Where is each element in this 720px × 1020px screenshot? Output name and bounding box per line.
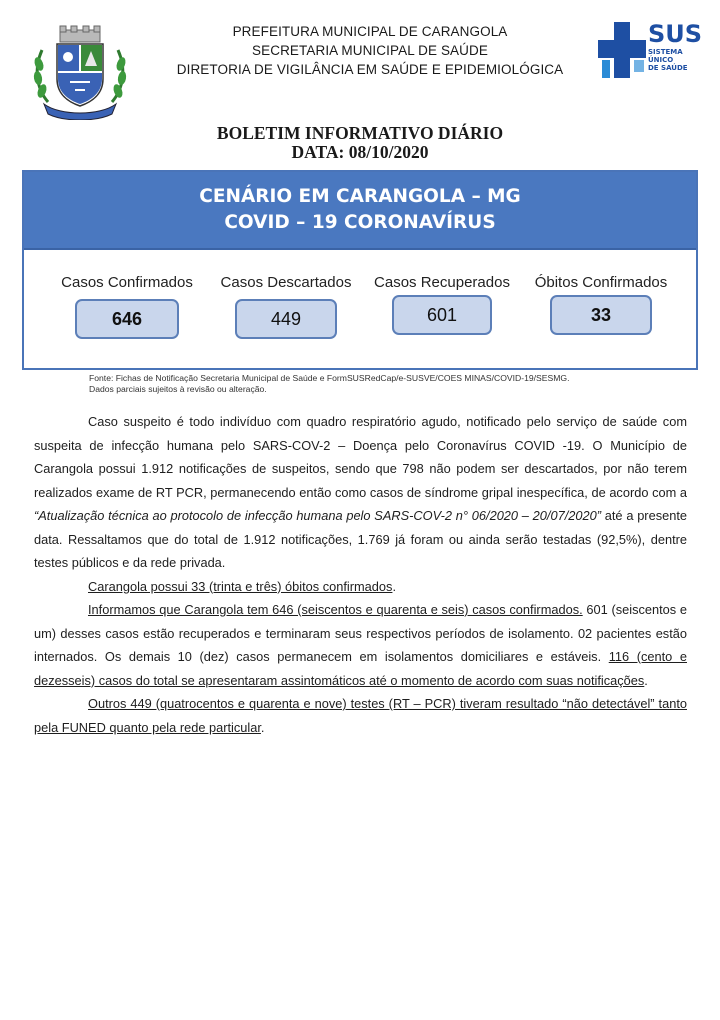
source-disclaimer: Dados parciais sujeitos à revisão ou alteração. [89, 384, 267, 394]
sus-name: SUS [648, 20, 703, 48]
stat-value: 646 [75, 299, 179, 339]
header-line-diretoria: DIRETORIA DE VIGILÂNCIA EM SAÚDE E EPIDEMIOLÓGICA [176, 62, 564, 77]
discarded-statement: Outros 449 (quatrocentos e quarenta e nove) testes (RT – PCR) tiveram resultado “não detectável” tanto pela FUNED quanto pela rede particular [34, 696, 687, 735]
text-span: . [644, 672, 648, 688]
text-span: . [392, 578, 396, 594]
scenario-heading-disease: COVID – 19 CORONAVÍRUS [224, 212, 496, 233]
text-span: até a presente data. Ressaltamos que do total de 1.912 notificações, 1.769 já foram ou ainda serão testadas (92,5%), dentre testes públicos e da rede privada. [34, 508, 687, 570]
bulletin-date: DATA: 08/10/2020 [291, 142, 429, 162]
sus-line1: SISTEMA [648, 48, 683, 56]
stat-label: Óbitos Confirmados [534, 274, 668, 291]
stat-label: Casos Descartados [220, 274, 352, 291]
stat-label: Casos Recuperados [374, 274, 510, 291]
paragraph-confirmed-cases [34, 598, 687, 692]
confirmed-statement: Informamos que Carangola tem 646 (seiscentos e quarenta e seis) casos confirmados. [88, 602, 583, 617]
deaths-statement: Carangola possui 33 (trinta e três) óbitos confirmados [88, 578, 393, 594]
stat-value: 449 [235, 299, 337, 339]
stat-value: 33 [550, 295, 652, 335]
stat-recovered [370, 274, 514, 335]
paragraph-discarded-tests [34, 692, 687, 739]
stat-discarded [216, 274, 356, 339]
sus-wordmark [648, 22, 702, 72]
sus-line2: ÚNICO [648, 56, 674, 64]
header-institution-text [150, 22, 590, 79]
sus-line3: DE SAÚDE [648, 64, 688, 72]
stat-value: 601 [392, 295, 492, 335]
scenario-heading-location: CENÁRIO EM CARANGOLA – MG [199, 186, 521, 207]
bulletin-title [0, 124, 720, 162]
header-line-secretaria: SECRETARIA MUNICIPAL DE SAÚDE [252, 43, 488, 58]
asymptomatic-statement: 116 (cento e dezesseis) casos do total se apresentaram assintomáticos até o momento de acordo com suas notificações [34, 649, 687, 688]
scenario-header [24, 172, 696, 250]
text-span: 601 (seiscentos e um) desses casos estão recuperados e terminaram seus respectivos períodos de isolamento. 02 pacientes estão internados. Os demais 10 (dez) casos permanecem em isolamentos domiciliares e estáveis. [34, 602, 687, 664]
protocol-citation: “Atualização técnica ao protocolo de infecção humana pelo SARS-COV-2 n° 06/2020 – 20/07/2020” [34, 508, 601, 523]
bulletin-title-line: BOLETIM INFORMATIVO DIÁRIO [216, 123, 504, 143]
text-span: . [260, 719, 265, 735]
data-source-note [89, 373, 689, 395]
stat-label: Casos Confirmados [61, 274, 193, 291]
covid-scenario-panel [22, 170, 698, 370]
paragraph-deaths [34, 575, 687, 599]
bulletin-body [34, 410, 687, 739]
stat-deaths [528, 274, 674, 335]
source-line: Fonte: Fichas de Notificação Secretaria Municipal de Saúde e FormSUSRedCap/e-SUSVE/COES MINAS/COVID-19/SESMG. [89, 373, 570, 383]
header-line-prefeitura: PREFEITURA MUNICIPAL DE CARANGOLA [232, 24, 508, 39]
text-span: Caso suspeito é todo indivíduo com quadro respiratório agudo, notificado pelo serviço de saúde com suspeita de infecção humana pelo SARS-COV-2 – Doença pelo Coronavírus COVID -19. O Município de Carangola possui 1.912 notificações de suspeitos, sendo que 798 não podem ser descartados, por não terem realizados exame de RT PCR, permanecendo então como casos de síndrome gripal inespecífica, de acordo com a [34, 414, 687, 500]
stat-confirmed [56, 274, 198, 339]
municipal-coat-of-arms-icon [30, 24, 130, 120]
paragraph-suspected-cases [34, 410, 687, 575]
page-header [0, 14, 720, 114]
